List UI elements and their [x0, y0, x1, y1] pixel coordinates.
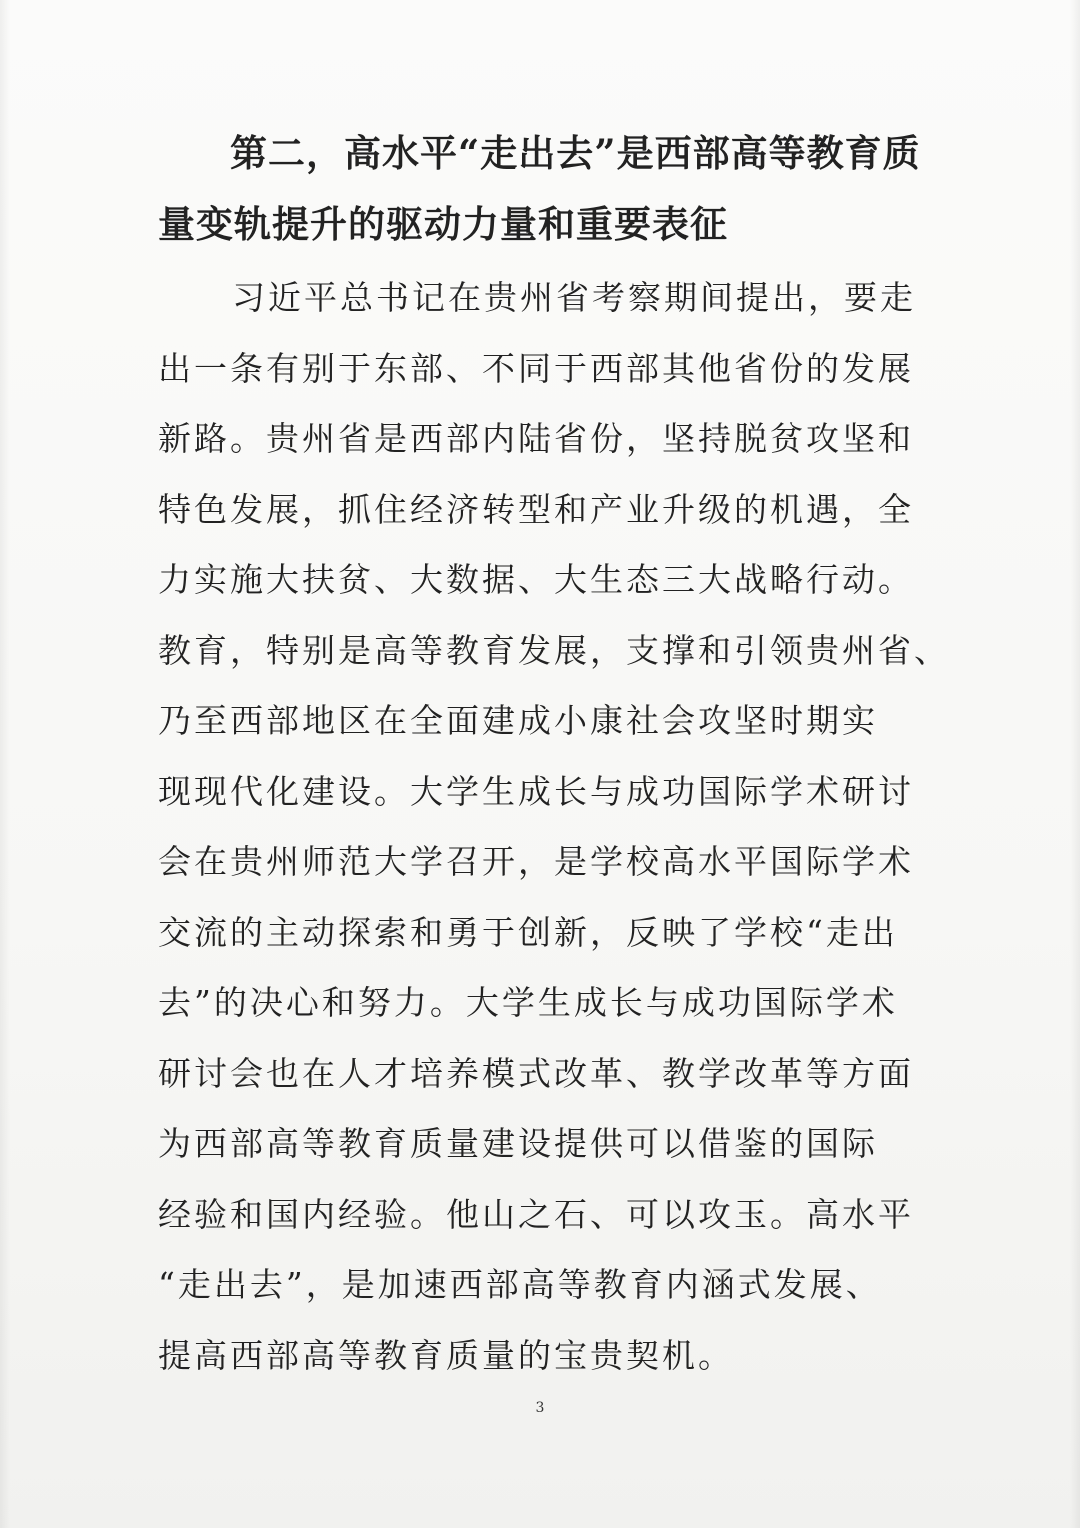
page-number: 3 — [535, 1400, 545, 1416]
page-left-shadow — [0, 0, 10, 1528]
body-line: 力实施大扶贫、大数据、大生态三大战略行动。 — [158, 560, 914, 599]
body-line: 新路。贵州省是西部内陆省份，坚持脱贫攻坚和 — [158, 419, 914, 458]
heading-line: 量变轨提升的驱动力量和重要表征 — [158, 202, 728, 246]
body-line: 教育，特别是高等教育发展，支撑和引领贵州省、 — [158, 630, 950, 670]
page-content — [158, 118, 950, 1391]
body-line: 为西部高等教育质量建设提供可以借鉴的国际 — [158, 1124, 878, 1163]
body-line: 提高西部高等教育质量的宝贵契机。 — [158, 1335, 734, 1375]
body-paragraph — [158, 263, 950, 1391]
body-line: 会在贵州师范大学召开，是学校高水平国际学术 — [158, 842, 914, 881]
body-line: 去”的决心和努力。大学生成长与成功国际学术 — [158, 983, 898, 1022]
body-line: “走出去”，是加速西部高等教育内涵式发展、 — [158, 1265, 882, 1304]
body-line: 现现代化建设。大学生成长与成功国际学术研讨 — [158, 771, 914, 811]
body-line: 习近平总书记在贵州省考察期间提出，要走 — [232, 278, 916, 317]
body-line: 交流的主动探索和勇于创新，反映了学校“走出 — [158, 912, 898, 952]
body-line: 出一条有别于东部、不同于西部其他省份的发展 — [158, 348, 914, 388]
page-right-shadow — [1070, 0, 1080, 1528]
heading-line: 第二，高水平“走出去”是西部高等教育质 — [230, 131, 921, 175]
body-line: 研讨会也在人才培养模式改革、教学改革等方面 — [158, 1053, 914, 1093]
body-line: 特色发展，抓住经济转型和产业升级的机遇，全 — [158, 489, 914, 529]
section-heading — [158, 118, 921, 260]
body-line: 乃至西部地区在全面建成小康社会攻坚时期实 — [158, 701, 878, 740]
body-line: 经验和国内经验。他山之石、可以攻玉。高水平 — [158, 1194, 914, 1234]
